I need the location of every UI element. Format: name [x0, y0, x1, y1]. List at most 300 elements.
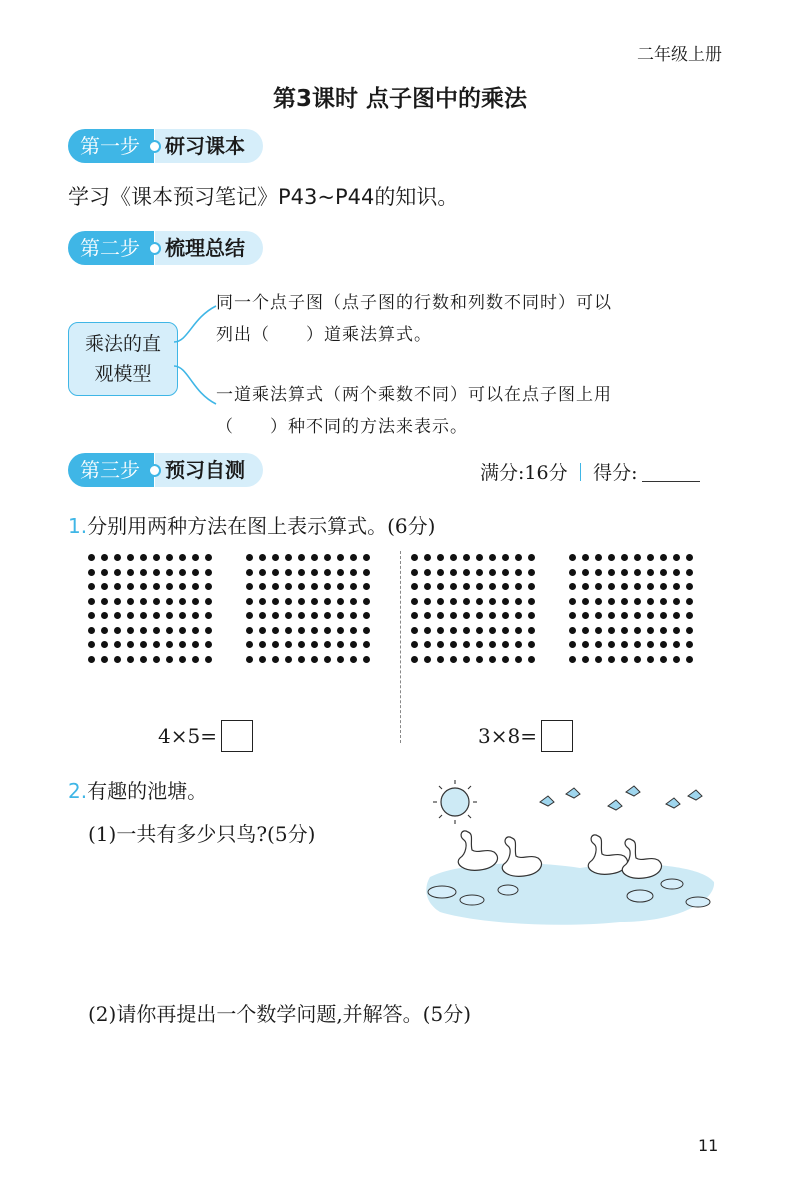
- grid-dot: [114, 641, 121, 648]
- answer-box-1[interactable]: [221, 720, 253, 752]
- grid-dot: [363, 554, 370, 561]
- equation-2-text: 3×8=: [478, 724, 537, 748]
- grid-dot: [621, 554, 628, 561]
- grid-dot: [298, 612, 305, 619]
- model-title-box: [68, 322, 178, 396]
- step2-name: 梳理总结: [155, 231, 263, 265]
- grid-dot: [673, 554, 680, 561]
- grid-dot: [114, 612, 121, 619]
- grid-dot: [272, 612, 279, 619]
- question-2: [68, 775, 207, 804]
- grid-dot: [673, 583, 680, 590]
- grid-dot: [411, 641, 418, 648]
- grid-dot: [205, 612, 212, 619]
- grid-dot: [101, 641, 108, 648]
- grid-dot: [660, 656, 667, 663]
- grid-dot: [476, 569, 483, 576]
- grid-dot: [153, 612, 160, 619]
- grid-dot: [528, 583, 535, 590]
- grid-dot: [311, 641, 318, 648]
- grid-dot: [660, 583, 667, 590]
- grid-dot: [166, 554, 173, 561]
- grid-dot: [88, 583, 95, 590]
- grid-dot: [463, 569, 470, 576]
- pond-water-icon: [426, 863, 714, 924]
- grid-dot: [272, 656, 279, 663]
- question-2-text: 有趣的池塘。: [87, 779, 208, 803]
- model-title-line2: 观模型: [94, 363, 152, 385]
- grid-dot: [350, 598, 357, 605]
- grid-dot: [246, 627, 253, 634]
- grid-dot: [569, 598, 576, 605]
- grid-dot: [153, 569, 160, 576]
- grid-dot: [660, 641, 667, 648]
- grid-dot: [101, 583, 108, 590]
- grid-dot: [101, 569, 108, 576]
- grid-dot: [437, 554, 444, 561]
- grid-dot: [660, 554, 667, 561]
- grid-dot: [489, 612, 496, 619]
- grid-dot: [127, 641, 134, 648]
- grid-dot: [192, 627, 199, 634]
- grid-dot: [350, 554, 357, 561]
- grid-dot: [569, 583, 576, 590]
- grid-dot: [621, 583, 628, 590]
- grid-dot: [153, 554, 160, 561]
- grid-dot: [259, 656, 266, 663]
- question-1: [68, 510, 435, 539]
- grid-dot: [298, 598, 305, 605]
- grid-dot: [127, 656, 134, 663]
- grid-dot: [88, 612, 95, 619]
- step3-label: 第三步: [68, 453, 154, 487]
- grid-dot: [424, 569, 431, 576]
- grid-dot: [463, 641, 470, 648]
- grid-dot: [324, 569, 331, 576]
- grid-dot: [411, 656, 418, 663]
- grid-dot: [363, 641, 370, 648]
- grid-dot: [673, 612, 680, 619]
- grid-dot: [686, 641, 693, 648]
- grid-dot: [179, 656, 186, 663]
- grid-dot: [192, 656, 199, 663]
- grid-dot: [101, 656, 108, 663]
- grid-dot: [476, 612, 483, 619]
- grid-dot: [88, 656, 95, 663]
- grid-dot: [437, 641, 444, 648]
- grid-dot: [528, 612, 535, 619]
- grid-dot: [285, 627, 292, 634]
- grid-dot: [476, 554, 483, 561]
- grid-dot: [363, 656, 370, 663]
- grid-dot: [569, 569, 576, 576]
- grid-dot: [88, 554, 95, 561]
- grid-dot: [127, 583, 134, 590]
- score-blank[interactable]: [642, 461, 700, 482]
- grid-dot: [166, 598, 173, 605]
- grid-dot: [101, 554, 108, 561]
- grid-dot: [502, 656, 509, 663]
- grid-dot: [337, 656, 344, 663]
- grid-dot: [350, 627, 357, 634]
- grid-dot: [502, 569, 509, 576]
- grid-dot: [298, 554, 305, 561]
- grid-dot: [298, 583, 305, 590]
- grid-dot: [205, 569, 212, 576]
- grid-dot: [660, 612, 667, 619]
- grid-dot: [489, 569, 496, 576]
- question-1-text: 分别用两种方法在图上表示算式。(6分): [87, 514, 436, 538]
- grid-dot: [153, 598, 160, 605]
- step-dot-icon: [148, 242, 161, 255]
- grid-dot: [424, 583, 431, 590]
- grid-dot: [166, 641, 173, 648]
- grid-dot: [595, 569, 602, 576]
- grid-dot: [673, 569, 680, 576]
- model-title-line1: 乘法的直: [84, 333, 161, 355]
- step1-header: [68, 128, 263, 164]
- grid-dot: [528, 569, 535, 576]
- grid-dot: [363, 612, 370, 619]
- grid-dot: [476, 656, 483, 663]
- grid-dot: [647, 656, 654, 663]
- grid-dot: [192, 554, 199, 561]
- grid-dot: [569, 627, 576, 634]
- grid-dot: [450, 569, 457, 576]
- grid-dot: [259, 583, 266, 590]
- grid-dot: [437, 656, 444, 663]
- grid-dot: [101, 598, 108, 605]
- grid-dot: [298, 656, 305, 663]
- grid-dot: [582, 598, 589, 605]
- grid-dot: [311, 627, 318, 634]
- grid-dot: [127, 569, 134, 576]
- grid-dot: [324, 641, 331, 648]
- grid-dot: [634, 598, 641, 605]
- grid-dot: [350, 569, 357, 576]
- grid-dot: [337, 627, 344, 634]
- grid-dot: [166, 569, 173, 576]
- dot-grid-3[interactable]: [411, 554, 533, 661]
- pond-illustration: [420, 772, 720, 932]
- grid-dot: [127, 554, 134, 561]
- grid-dot: [528, 627, 535, 634]
- grid-dot: [582, 627, 589, 634]
- grid-dot: [595, 641, 602, 648]
- grid-dot: [411, 598, 418, 605]
- grid-dot: [634, 641, 641, 648]
- grid-dot: [634, 627, 641, 634]
- grid-dot: [424, 598, 431, 605]
- grid-dot: [153, 583, 160, 590]
- grid-dot: [114, 569, 121, 576]
- grid-dot: [285, 554, 292, 561]
- grid-dot: [246, 612, 253, 619]
- grid-dot: [192, 641, 199, 648]
- grid-dot: [259, 627, 266, 634]
- grid-dot: [127, 627, 134, 634]
- grid-dot: [476, 583, 483, 590]
- grid-dot: [259, 569, 266, 576]
- grid-dot: [647, 612, 654, 619]
- grid-dot: [489, 656, 496, 663]
- grid-dot: [502, 583, 509, 590]
- grid-dot: [411, 569, 418, 576]
- branch2-line2: （ ）种不同的方法来表示。: [216, 417, 468, 437]
- grid-dot: [205, 641, 212, 648]
- grid-dot: [673, 656, 680, 663]
- grid-dot: [437, 598, 444, 605]
- grid-dot: [502, 641, 509, 648]
- grid-dot: [489, 554, 496, 561]
- grid-dot: [582, 656, 589, 663]
- grid-dot: [363, 627, 370, 634]
- grid-dot: [192, 598, 199, 605]
- grid-dot: [337, 598, 344, 605]
- grid-dot: [660, 627, 667, 634]
- study-instruction: 学习《课本预习笔记》P43~P44的知识。: [68, 185, 459, 209]
- grid-dot: [686, 612, 693, 619]
- grid-dot: [205, 598, 212, 605]
- grid-dot: [411, 554, 418, 561]
- grid-dot: [350, 612, 357, 619]
- grid-dot: [528, 554, 535, 561]
- grid-dot: [582, 641, 589, 648]
- grid-dot: [515, 554, 522, 561]
- grid-dot: [476, 627, 483, 634]
- grid-dot: [686, 583, 693, 590]
- grid-dot: [337, 612, 344, 619]
- full-score: 满分:16分: [480, 462, 568, 484]
- grid-dot: [411, 612, 418, 619]
- grid-dot: [647, 598, 654, 605]
- grid-dot: [192, 612, 199, 619]
- grid-dot: [101, 612, 108, 619]
- grid-dot: [246, 656, 253, 663]
- grid-dot: [450, 598, 457, 605]
- question-2-number: 2.: [68, 779, 88, 803]
- grid-dot: [127, 598, 134, 605]
- grid-dot: [192, 583, 199, 590]
- grid-dot: [463, 627, 470, 634]
- grid-dot: [634, 569, 641, 576]
- grid-dot: [272, 583, 279, 590]
- step2-header: [68, 230, 263, 266]
- step2-label: 第二步: [68, 231, 154, 265]
- grid-dot: [166, 612, 173, 619]
- grid-dot: [324, 656, 331, 663]
- grid-dot: [205, 554, 212, 561]
- grid-dot: [114, 583, 121, 590]
- grid-dot: [205, 627, 212, 634]
- grid-dot: [246, 598, 253, 605]
- grid-dot: [489, 627, 496, 634]
- grid-dot: [608, 554, 615, 561]
- dot-grid-2[interactable]: [246, 554, 368, 661]
- step1-name: 研习课本: [155, 129, 263, 163]
- grid-dot: [140, 583, 147, 590]
- grid-dot: [686, 554, 693, 561]
- grid-dot: [114, 656, 121, 663]
- step1-label: 第一步: [68, 129, 154, 163]
- grid-dot: [489, 641, 496, 648]
- grid-dot: [673, 627, 680, 634]
- grid-dot: [311, 656, 318, 663]
- grid-dot: [272, 627, 279, 634]
- grid-dot: [673, 598, 680, 605]
- grid-dot: [660, 569, 667, 576]
- grid-dot: [569, 554, 576, 561]
- grid-dot: [246, 554, 253, 561]
- grid-dot: [686, 656, 693, 663]
- grid-dot: [337, 569, 344, 576]
- grid-dot: [569, 656, 576, 663]
- grid-dot: [259, 641, 266, 648]
- grid-dot: [673, 641, 680, 648]
- grid-dot: [140, 641, 147, 648]
- step-dot-icon: [148, 464, 161, 477]
- grid-dot: [424, 554, 431, 561]
- grid-dot: [179, 627, 186, 634]
- grid-dot: [634, 583, 641, 590]
- dot-grid-1[interactable]: [88, 554, 210, 661]
- grid-dot: [476, 598, 483, 605]
- grid-dot: [608, 598, 615, 605]
- grid-dot: [608, 569, 615, 576]
- grid-dot: [621, 612, 628, 619]
- grid-dot: [463, 656, 470, 663]
- grid-dot: [608, 641, 615, 648]
- grid-dot: [337, 583, 344, 590]
- grid-dot: [88, 569, 95, 576]
- grid-dot: [463, 612, 470, 619]
- sun-icon: [433, 780, 477, 824]
- question-1-number: 1.: [68, 514, 88, 538]
- grid-dot: [179, 569, 186, 576]
- grid-dot: [686, 569, 693, 576]
- grid-dot: [285, 612, 292, 619]
- grid-dot: [140, 554, 147, 561]
- grid-dot: [140, 656, 147, 663]
- grid-dot: [595, 656, 602, 663]
- grid-dot: [272, 554, 279, 561]
- grid-dot: [463, 554, 470, 561]
- grid-dot: [621, 569, 628, 576]
- grid-dot: [450, 612, 457, 619]
- grid-dot: [246, 641, 253, 648]
- grid-dot: [595, 627, 602, 634]
- grid-dot: [179, 641, 186, 648]
- grid-dot: [88, 598, 95, 605]
- grid-dot: [450, 656, 457, 663]
- grid-dot: [515, 641, 522, 648]
- grid-dot: [411, 583, 418, 590]
- dashed-divider: [400, 551, 401, 743]
- grid-dot: [582, 583, 589, 590]
- answer-box-2[interactable]: [541, 720, 573, 752]
- grid-dot: [582, 554, 589, 561]
- grid-dot: [528, 641, 535, 648]
- grid-dot: [686, 598, 693, 605]
- grid-dot: [350, 641, 357, 648]
- grid-dot: [350, 583, 357, 590]
- grid-dot: [153, 627, 160, 634]
- grid-dot: [363, 583, 370, 590]
- grid-dot: [127, 612, 134, 619]
- grid-dot: [502, 627, 509, 634]
- grid-dot: [311, 612, 318, 619]
- grid-dot: [350, 656, 357, 663]
- grid-dot: [489, 583, 496, 590]
- grid-dot: [166, 583, 173, 590]
- step3-name: 预习自测: [155, 453, 263, 487]
- grid-dot: [608, 612, 615, 619]
- grid-dot: [608, 627, 615, 634]
- grid-dot: [515, 656, 522, 663]
- grid-dot: [114, 554, 121, 561]
- grid-dot: [285, 641, 292, 648]
- grid-dot: [595, 554, 602, 561]
- grid-dot: [114, 627, 121, 634]
- grid-dot: [411, 627, 418, 634]
- grid-dot: [595, 598, 602, 605]
- branch1-line1: 同一个点子图（点子图的行数和列数不同时）可以: [216, 293, 612, 313]
- grid-dot: [621, 627, 628, 634]
- grid-dot: [285, 656, 292, 663]
- grid-dot: [569, 612, 576, 619]
- grid-dot: [140, 598, 147, 605]
- grid-dot: [515, 569, 522, 576]
- grid-dot: [88, 627, 95, 634]
- grid-dot: [424, 656, 431, 663]
- grid-dot: [463, 598, 470, 605]
- grid-dot: [502, 612, 509, 619]
- grid-dot: [660, 598, 667, 605]
- grid-dot: [298, 569, 305, 576]
- grid-dot: [424, 641, 431, 648]
- question-2-sub1: (1)一共有多少只鸟?(5分): [88, 822, 316, 846]
- grid-dot: [311, 569, 318, 576]
- grid-dot: [246, 569, 253, 576]
- grid-dot: [634, 656, 641, 663]
- grid-dot: [608, 583, 615, 590]
- grid-dot: [205, 583, 212, 590]
- grid-dot: [463, 583, 470, 590]
- grid-dot: [153, 641, 160, 648]
- grid-dot: [450, 583, 457, 590]
- birds-icon: [540, 786, 702, 810]
- grid-dot: [101, 627, 108, 634]
- grid-dot: [502, 554, 509, 561]
- grid-dot: [621, 598, 628, 605]
- grid-dot: [285, 598, 292, 605]
- grid-dot: [647, 554, 654, 561]
- grid-dot: [595, 583, 602, 590]
- grid-dot: [582, 569, 589, 576]
- question-2-sub2: (2)请你再提出一个数学问题,并解答。(5分): [88, 1002, 472, 1026]
- grid-dot: [246, 583, 253, 590]
- grid-dot: [324, 554, 331, 561]
- score-label: 得分:: [593, 462, 638, 484]
- grid-dot: [311, 583, 318, 590]
- grid-dot: [166, 656, 173, 663]
- grid-dot: [140, 612, 147, 619]
- grid-dot: [192, 569, 199, 576]
- grid-dot: [153, 656, 160, 663]
- grid-dot: [259, 612, 266, 619]
- dot-grid-4[interactable]: [569, 554, 691, 661]
- score-area: [480, 458, 700, 485]
